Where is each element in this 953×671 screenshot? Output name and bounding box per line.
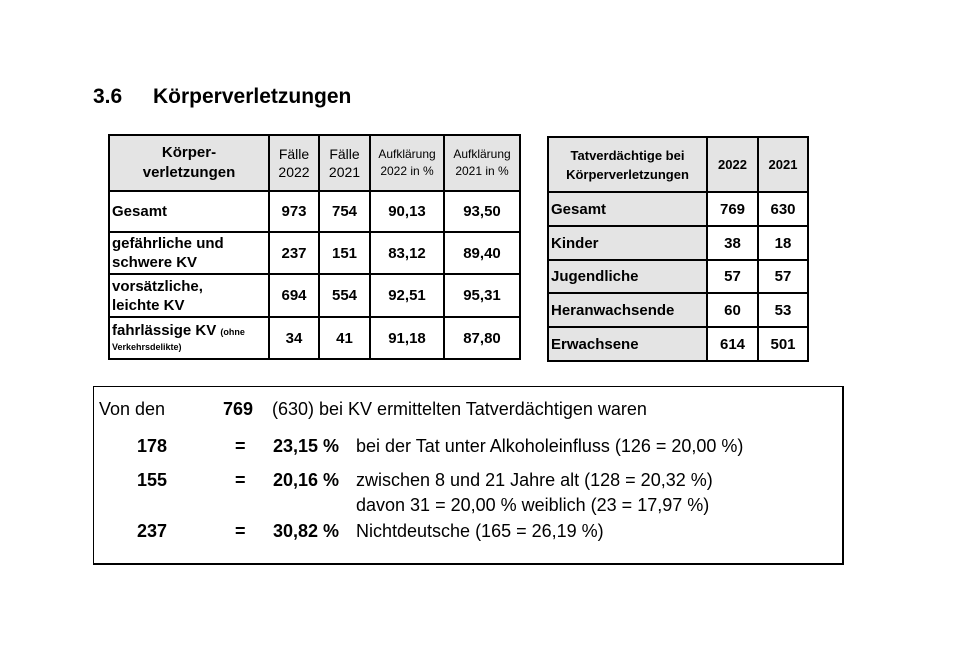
row-label — [109, 317, 269, 359]
cell-cases-2022: 973 — [269, 191, 319, 232]
row-label: Erwachsene — [548, 327, 707, 361]
cell-cases-2021: 151 — [319, 232, 370, 274]
cases-header-2022 — [269, 135, 319, 191]
clearance-header-2022 — [370, 135, 444, 191]
cases-header-2022-line1: Fälle — [278, 146, 310, 162]
summary-count: 155 — [137, 470, 168, 490]
summary-intro-total: 769 — [223, 399, 254, 419]
cell-clearance-2022: 90,13 — [370, 191, 444, 232]
cell-2021: 53 — [758, 293, 808, 327]
row-label-line2: schwere KV — [112, 254, 198, 271]
summary-text: bei der Tat unter Alkoholeinfluss (126 = 20,00 %) — [356, 436, 744, 456]
summary-pct: 20,16 % — [273, 470, 340, 490]
summary-intro-prefix: Von den — [99, 399, 166, 419]
row-label-line2: leichte KV — [112, 296, 185, 314]
summary-text-2: davon 31 = 20,00 % weiblich (23 = 17,97 %) — [356, 495, 710, 515]
row-label — [109, 274, 269, 317]
cell-clearance-2021: 89,40 — [444, 232, 520, 274]
cell-2022: 60 — [707, 293, 758, 327]
cell-cases-2022: 34 — [269, 317, 319, 359]
table-row — [548, 293, 808, 327]
summary-eq: = — [235, 436, 246, 456]
suspects-table — [547, 136, 809, 362]
suspects-header-line1: Tatverdächtige bei — [570, 147, 685, 163]
summary-pct: 30,82 % — [273, 521, 340, 541]
summary-count: 178 — [137, 436, 168, 456]
row-label — [109, 191, 269, 232]
row-label-line1: gefährliche und — [112, 235, 224, 252]
suspects-header-2022: 2022 — [707, 137, 758, 192]
cases-header-2022-line2: 2022 — [278, 164, 310, 180]
clearance-header-2021-line2: 2021 in % — [455, 164, 509, 178]
row-label-note-1: (ohne — [220, 327, 245, 337]
clearance-header-2021-line1: Aufklärung — [453, 147, 511, 161]
row-label-note-2: Verkehrsdelikte) — [112, 342, 182, 352]
table-row — [109, 274, 520, 317]
cell-clearance-2022: 92,51 — [370, 274, 444, 317]
summary-count: 237 — [137, 521, 168, 541]
row-label: Kinder — [548, 226, 707, 260]
row-label: Heranwachsende — [548, 293, 707, 327]
cell-2021: 18 — [758, 226, 808, 260]
summary-text: zwischen 8 und 21 Jahre alt (128 = 20,32 %) — [356, 470, 713, 490]
table-row — [109, 317, 520, 359]
summary-box — [93, 386, 844, 565]
cases-header-2021 — [319, 135, 370, 191]
cell-2022: 38 — [707, 226, 758, 260]
row-label-text: Gesamt — [112, 203, 168, 220]
section-title: Körperverletzungen — [153, 85, 352, 108]
cell-2021: 57 — [758, 260, 808, 293]
cases-table-header-row — [109, 135, 520, 191]
suspects-header-2021: 2021 — [758, 137, 808, 192]
clearance-header-2022-line1: Aufklärung — [378, 147, 436, 161]
table-row — [109, 232, 520, 274]
table-row — [548, 260, 808, 293]
cell-cases-2022: 237 — [269, 232, 319, 274]
cell-cases-2022: 694 — [269, 274, 319, 317]
cell-clearance-2021: 93,50 — [444, 191, 520, 232]
suspects-header-category — [548, 137, 707, 192]
cell-clearance-2022: 83,12 — [370, 232, 444, 274]
suspects-header-line2: Körperverletzungen — [566, 166, 689, 182]
cell-cases-2021: 41 — [319, 317, 370, 359]
table-row — [548, 192, 808, 226]
row-label: Jugendliche — [548, 260, 707, 293]
cell-cases-2021: 754 — [319, 191, 370, 232]
summary-eq: = — [235, 521, 246, 541]
row-label-text: fahrlässige KV — [112, 322, 217, 339]
cell-2021: 630 — [758, 192, 808, 226]
cell-2022: 57 — [707, 260, 758, 293]
table-row — [548, 327, 808, 361]
cell-2022: 769 — [707, 192, 758, 226]
table-row — [548, 226, 808, 260]
cases-header-category — [109, 135, 269, 191]
cases-header-category-line1: Körper- — [161, 144, 217, 161]
cases-header-2021-line2: 2021 — [328, 164, 361, 180]
cases-table — [108, 134, 521, 360]
row-label-line1: vorsätzliche, — [112, 277, 203, 295]
summary-pct: 23,15 % — [273, 436, 340, 456]
cell-2022: 614 — [707, 327, 758, 361]
section-heading — [93, 85, 351, 109]
summary-eq: = — [235, 470, 246, 490]
summary-intro-text: (630) bei KV ermittelten Tatverdächtigen waren — [272, 399, 647, 419]
row-label — [109, 232, 269, 274]
summary-text: Nichtdeutsche (165 = 26,19 %) — [356, 521, 604, 541]
table-row — [109, 191, 520, 232]
cases-header-2021-line1: Fälle — [329, 146, 360, 162]
clearance-header-2022-line2: 2022 in % — [380, 164, 434, 178]
row-label: Gesamt — [548, 192, 707, 226]
cell-clearance-2021: 95,31 — [444, 274, 520, 317]
section-number: 3.6 — [93, 85, 123, 108]
cases-header-category-line2: verletzungen — [142, 164, 236, 181]
suspects-table-header-row — [548, 137, 808, 192]
cell-clearance-2022: 91,18 — [370, 317, 444, 359]
cell-clearance-2021: 87,80 — [444, 317, 520, 359]
clearance-header-2021 — [444, 135, 520, 191]
cell-cases-2021: 554 — [319, 274, 370, 317]
cell-2021: 501 — [758, 327, 808, 361]
